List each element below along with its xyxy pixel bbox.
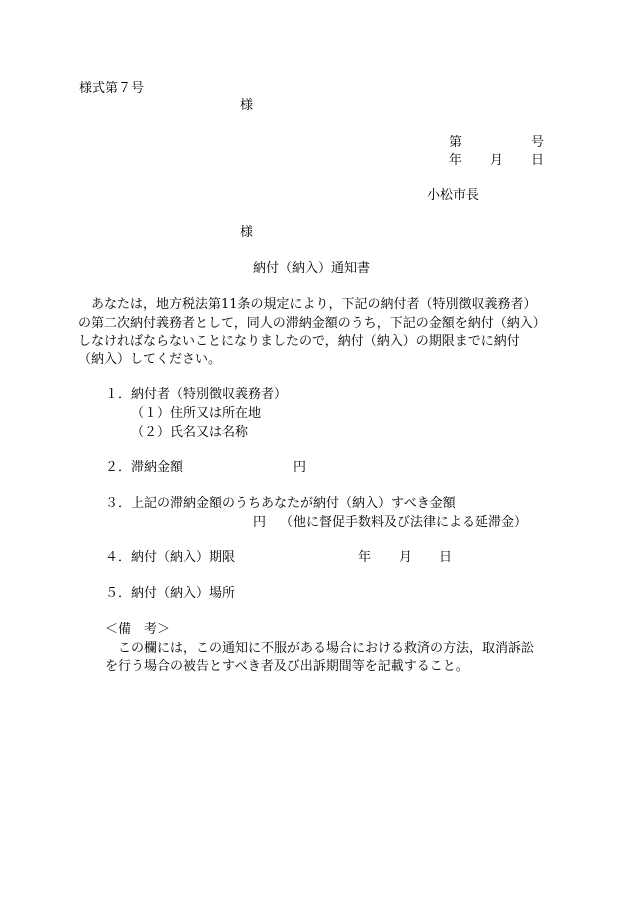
item-2-unit: 円 (293, 460, 307, 475)
item-3-note: （他に督促手数料及び法律による延滞金） (280, 515, 528, 530)
form-number: 様式第７号 (79, 81, 145, 96)
date-month: 月 (490, 153, 504, 168)
body-line-2: の第二次納付義務者として，同人の滞納金額のうち，下記の金額を納付（納入） (78, 316, 546, 331)
date-day: 日 (531, 153, 545, 168)
item-3-unit: 円 (253, 515, 267, 530)
date-year: 年 (449, 153, 463, 168)
addressee-honorific: 様 (240, 225, 254, 240)
item-5-label: ５．納付（納入）場所 (105, 586, 236, 601)
item-1-sub-1: （１）住所又は所在地 (131, 406, 262, 421)
addressee-honorific: 様 (240, 98, 254, 113)
body-line-4: （納入）してください。 (78, 352, 222, 367)
item-2-label: ２．滞納金額 (105, 460, 184, 475)
item-4-year: 年 (358, 550, 372, 565)
issuer: 小松市長 (427, 188, 480, 203)
body-line-1: あなたは，地方税法第11条の規定により，下記の納付者（特別徴収義務者） (78, 297, 537, 312)
item-3-label: ３．上記の滞納金額のうちあなたが納付（納入）すべき金額 (105, 496, 456, 511)
doc-number-prefix: 第 (449, 135, 463, 150)
item-4-month: 月 (399, 550, 413, 565)
doc-number-suffix: 号 (531, 135, 545, 150)
item-4-day: 日 (439, 550, 453, 565)
item-4-label: ４．納付（納入）期限 (105, 550, 236, 565)
remarks-line-2: を行う場合の被告とすべき者及び出訴期間等を記載すること。 (105, 659, 469, 674)
body-line-3: しなければならないことになりましたので，納付（納入）の期限までに納付 (78, 334, 520, 349)
item-1-label: １．納付者（特別徴収義務者） (105, 387, 288, 402)
item-1-sub-2: （２）氏名又は名称 (131, 425, 249, 440)
remarks-heading: ＜備 考＞ (105, 622, 171, 637)
remarks-line-1: この欄には，この通知に不服がある場合における救済の方法，取消訴訟 (105, 641, 535, 656)
document-title: 納付（納入）通知書 (253, 261, 371, 276)
